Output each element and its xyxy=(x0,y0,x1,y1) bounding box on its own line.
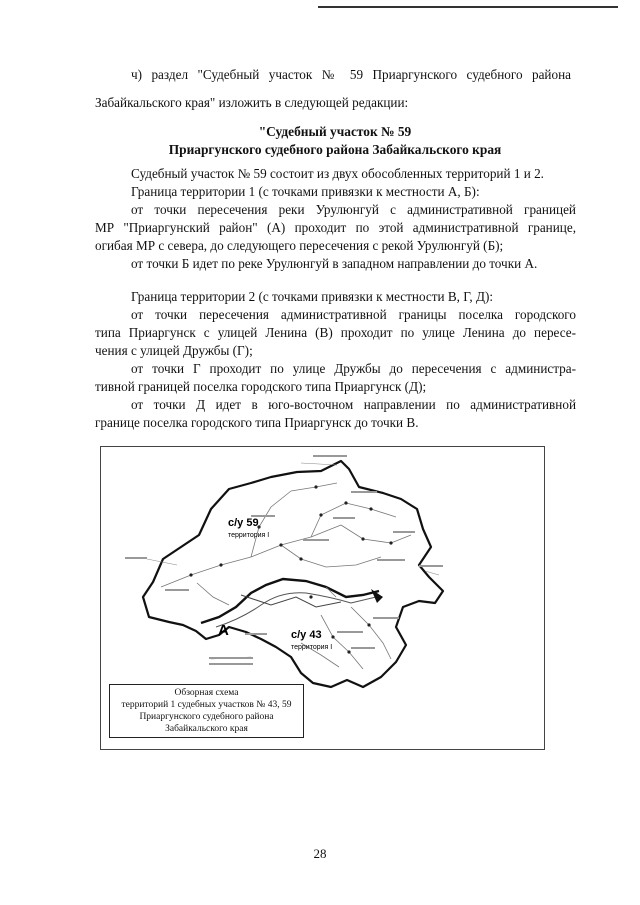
section-body xyxy=(95,165,576,432)
place-name-marks xyxy=(125,455,443,665)
body-line: чения с улицей Дружбы (Г); xyxy=(95,343,253,358)
body-line: границе поселка городского типа Приаргунск до точки В. xyxy=(95,415,419,430)
label-court-section-59 xyxy=(228,517,269,542)
legend-line: территорий 1 судебных участков № 43, 59 xyxy=(121,700,292,710)
body-line: от точки пересечения реки Урулюнгуй с административной границей xyxy=(131,202,576,217)
map-legend xyxy=(109,684,304,738)
legend-line: Приаргунского судебного района xyxy=(139,712,274,722)
argun-river xyxy=(216,593,376,627)
section-heading-line-1: "Судебный участок № 59 xyxy=(258,124,412,139)
legend-line: Забайкальского края xyxy=(165,724,248,734)
intro-line-2: Забайкальского края" изложить в следующей редакции: xyxy=(95,95,409,110)
label-59-title: с/у 59 xyxy=(228,517,259,529)
body-line: тивной границей поселка городского типа Приаргунск (Д); xyxy=(95,379,427,394)
paragraph-gap xyxy=(95,273,576,288)
body-line: Судебный участок № 59 состоит из двух обособленных территорий 1 и 2. xyxy=(131,166,544,181)
legend-line: Обзорная схема xyxy=(174,688,239,698)
point-a-label: А xyxy=(218,622,229,639)
body-line: МР "Приаргунский район" (А) проходит по этой административной границе, xyxy=(95,220,576,235)
top-rule xyxy=(318,6,618,8)
label-43-title: с/у 43 xyxy=(291,629,322,641)
road-network xyxy=(161,483,411,669)
body-line: типа Приаргунск с улицей Ленина (В) проходит по улице Ленина до пересе- xyxy=(95,325,576,340)
intro-line-1: ч) раздел "Судебный участок № 59 Приаргунского судебного района xyxy=(131,67,571,82)
section-heading-line-2: Приаргунского судебного района Забайкальского края xyxy=(168,142,502,157)
page-number: 28 xyxy=(313,846,327,861)
body-line: от точки Д идет в юго-восточном направлении по административной xyxy=(131,397,576,412)
label-court-section-43 xyxy=(291,629,332,654)
label-43-sub: территория I xyxy=(291,644,333,651)
body-line: Граница территории 1 (с точками привязки к местности А, Б): xyxy=(131,184,480,199)
body-line: Граница территории 2 (с точками привязки к местности В, Г, Д): xyxy=(131,289,494,304)
body-line: от точки Г проходит по улице Дружбы до пересечения с администра- xyxy=(131,361,576,376)
body-line: от точки пересечения административной границы поселка городского xyxy=(131,307,576,322)
urulyungui-river xyxy=(201,579,379,623)
body-line: от точки Б идет по реке Урулюнгуй в западном направлении до точки А. xyxy=(131,256,538,271)
leader-line xyxy=(301,463,337,465)
label-59-sub: территория I xyxy=(228,532,270,539)
body-line: огибая МР с севера, до следующего пересечения с рекой Урулюнгуй (Б); xyxy=(95,238,504,253)
overview-map xyxy=(100,446,545,750)
